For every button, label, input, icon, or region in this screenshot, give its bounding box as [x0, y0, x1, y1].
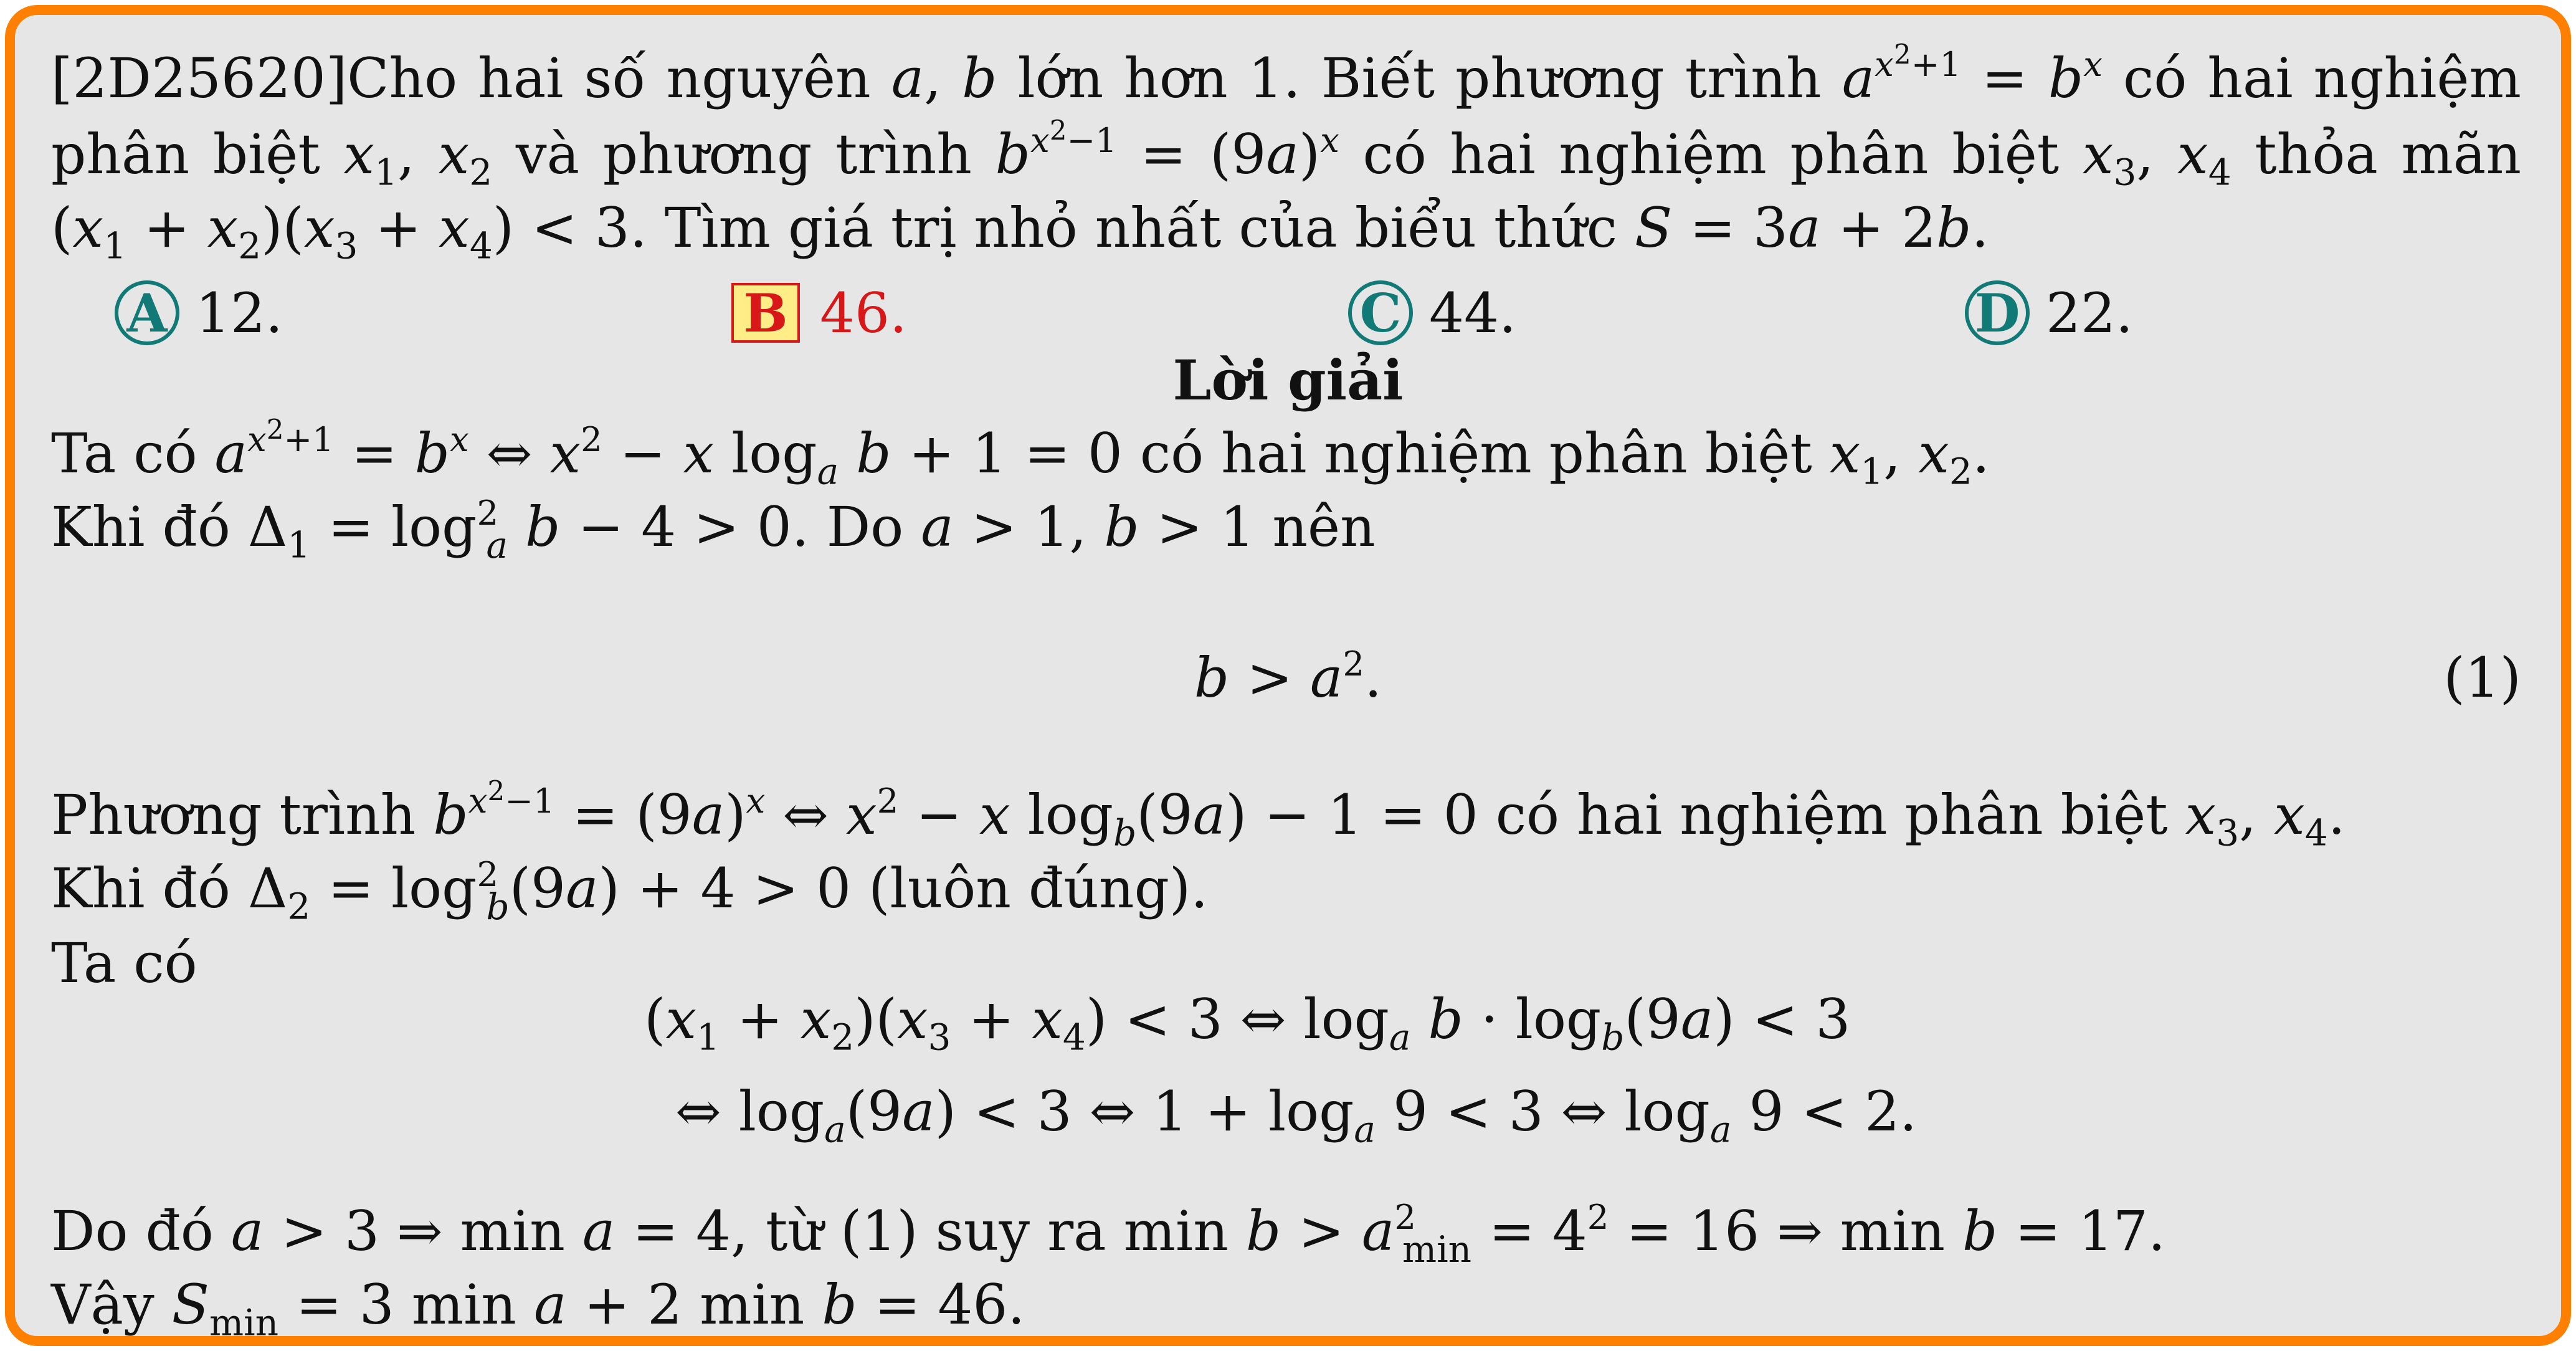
option-a-badge: A [115, 280, 179, 345]
option-c-badge: C [1348, 280, 1413, 345]
solution-title: Lời giải [1172, 348, 1404, 413]
solution-line-5: Ta có [51, 931, 197, 995]
equation-2a: $(x_1 + x_2)(x_3 + x_4) < 3$ ⇔ $\log_a b \cdot \log_b(9a) < 3$ [644, 987, 1851, 1059]
equation-1: $b > a^2$. [1194, 644, 1382, 710]
option-d-badge: D [1965, 280, 2030, 345]
option-d[interactable] [1965, 275, 2133, 350]
solution-card [5, 5, 2571, 1346]
solution-line-2: Khi đó $\Delta_1 = \log^2_a b - 4 > 0$. Do a > 1, b > 1 nên [51, 493, 1376, 566]
problem-line-2: phân biệt $x_1$, $x_2$ và phương trình $b^{x^2-1} = (9a)^x$ có hai nghiệm phân biệt $x_3$, $x_4$ thỏa mãn [51, 115, 2522, 194]
option-b-value: 46. [820, 280, 907, 345]
solution-line-8: Do đó a > 3 ⇒ min a = 4, từ (1) suy ra $\min b > a^2_{min} = 4^2 = 16$ ⇒ min b = 17. [51, 1197, 2166, 1271]
problem-line-1: [2D25620]Cho hai số nguyên a, b lớn hơn 1. Biết phương trình $a^{x^2+1} = b^x$ có hai nghiệm [51, 39, 2521, 110]
option-c[interactable] [1348, 275, 1516, 350]
problem-line-3: $(x_1 + x_2)(x_3 + x_4) < 3$. Tìm giá trị nhỏ nhất của biểu thức S = 3a + 2b. [51, 196, 1989, 267]
option-b-badge: B [731, 283, 800, 343]
equation-1-number: (1) [2443, 646, 2521, 710]
solution-line-9: Vậy $S_{min} = 3$ min a + 2 min b = 46. [51, 1272, 1025, 1344]
solution-line-1: Ta có $a^{x^2+1} = b^x$ ⇔ $x^2 - x$ $\log_a b + 1 = 0$ có hai nghiệm phân biệt $x_1$, $x_2$. [51, 414, 1990, 493]
option-c-value: 44. [1429, 280, 1516, 345]
equation-2b: ⇔ $\log_a(9a) < 3$ ⇔ $1 + \log_a 9 < 3$ ⇔ $\log_a 9 < 2$. [675, 1079, 1918, 1151]
option-b[interactable] [731, 275, 907, 350]
solution-line-4: Khi đó $\Delta_2 = \log^2_b(9a) + 4 > 0$ (luôn đúng). [51, 854, 1209, 928]
option-a-value: 12. [196, 280, 283, 345]
option-a[interactable] [115, 275, 283, 350]
solution-line-3: Phương trình $b^{x^2-1} = (9a)^x$ ⇔ $x^2 - x$ $\log_b(9a) - 1 = 0$ có hai nghiệm phân biệt $x_3$, $x_4$. [51, 775, 2345, 854]
option-d-value: 22. [2046, 280, 2133, 345]
